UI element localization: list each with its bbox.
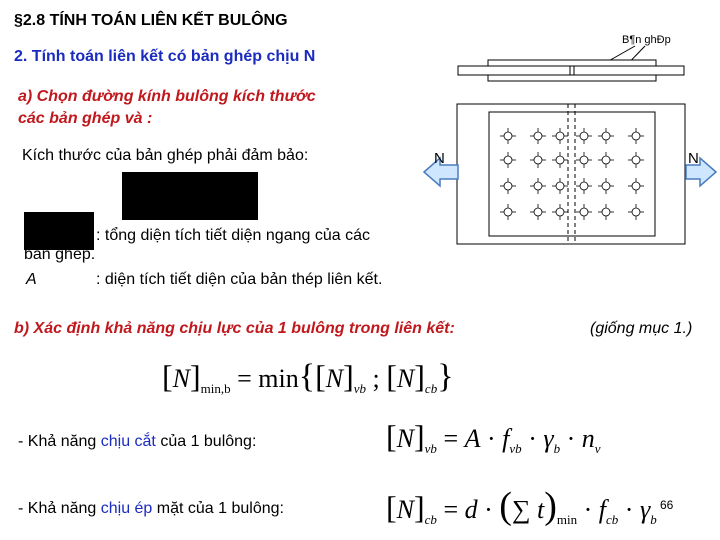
f1-sub: min,b	[200, 381, 231, 397]
area-symbol: A	[26, 271, 37, 288]
bracket-close-1: ]	[190, 358, 201, 394]
f3-dot3: ·	[624, 495, 634, 524]
f3-dot1: ·	[484, 495, 493, 524]
f2-gamma: γ	[543, 424, 554, 453]
f3-min: min	[556, 512, 578, 528]
page-number: 66	[660, 498, 674, 512]
section-b-heading: b) Xác định khả năng chịu lực của 1 bulông trong liên kết:	[14, 320, 455, 337]
f2-eq: =	[443, 424, 459, 453]
f2-N: N	[396, 424, 414, 453]
f3-d: d	[464, 495, 478, 524]
f3-dot2: ·	[583, 495, 593, 524]
f1-N3: N	[396, 364, 415, 393]
f1-N: N	[172, 364, 190, 393]
elevation-main-plate	[458, 66, 684, 75]
f1-N2: N	[325, 364, 344, 393]
f3-paren-open: (	[499, 485, 512, 527]
f3-f: f	[598, 495, 607, 524]
slide-title: §2.8 TÍNH TOÁN LIÊN KẾT BULÔNG	[14, 12, 288, 29]
total-area-desc-line2: bản ghép.	[24, 246, 96, 263]
f2-n: n	[581, 424, 595, 453]
f3-gsub: b	[650, 512, 657, 528]
force-label-left: N	[434, 150, 445, 167]
f2-fsub: vb	[509, 441, 522, 457]
brace-close: }	[437, 358, 454, 395]
f3-paren-close: )	[544, 485, 557, 527]
size-requirement-text: Kích thước của bản ghép phải đảm bảo:	[22, 147, 309, 164]
f3-cb: cb	[424, 512, 437, 528]
f3-bracket-close: ]	[414, 489, 425, 525]
formula-min	[162, 358, 454, 397]
bracket-close-2: ]	[343, 358, 354, 394]
f1-cb: cb	[424, 381, 438, 397]
f2-vb: vb	[424, 441, 437, 457]
force-label-right: N	[688, 150, 699, 167]
f1-sep: ;	[372, 364, 380, 393]
f3-N: N	[396, 495, 414, 524]
f3-eq: =	[443, 495, 459, 524]
bracket-open-3: [	[386, 358, 397, 394]
f2-f: f	[502, 424, 510, 453]
subtitle: 2. Tính toán liên kết có bản ghép chịu N	[14, 48, 316, 65]
bracket-open-2: [	[315, 358, 326, 394]
bracket-open-1: [	[162, 358, 173, 394]
section-a-line1: a) Chọn đường kính bulông kích thước	[18, 88, 316, 105]
f3-sum: ∑	[511, 495, 531, 524]
brace-open: {	[298, 358, 316, 395]
section-b-note: (giống mục 1.)	[590, 320, 693, 337]
bearing-suffix: mặt của 1 bulông:	[152, 500, 284, 517]
shear-capacity-label	[18, 433, 256, 451]
f2-bracket-open: [	[386, 418, 397, 454]
area-desc: : diện tích tiết diện của bản thép liên kết.	[96, 271, 383, 288]
f2-gsub: b	[553, 441, 561, 457]
f3-fsub: cb	[606, 512, 619, 528]
f1-vb: vb	[353, 381, 367, 397]
f2-A: A	[464, 424, 481, 453]
plan-inner-plate	[489, 112, 655, 236]
f1-eqmin: = min	[237, 364, 299, 393]
f3-t: t	[536, 495, 545, 524]
bearing-keyword: chịu ép	[100, 500, 153, 517]
f2-nsub: v	[594, 441, 601, 457]
bracket-close-3: ]	[414, 358, 425, 394]
shear-suffix: của 1 bulông:	[155, 433, 257, 450]
f3-bracket-open: [	[386, 489, 397, 525]
bearing-capacity-label	[18, 500, 284, 518]
section-a-line2: các bản ghép và :	[18, 110, 153, 127]
f2-dot1: ·	[487, 424, 496, 453]
f3-gamma: γ	[639, 495, 651, 524]
elevation-splice-bottom	[488, 75, 656, 81]
formula-bearing	[386, 484, 657, 528]
elevation-splice-top	[488, 60, 656, 66]
shear-keyword: chịu cắt	[100, 433, 156, 450]
plate-label: B¶n ghÐp	[622, 34, 671, 46]
bearing-prefix: - Khả năng	[18, 500, 101, 517]
formula-shear	[386, 418, 601, 457]
f2-bracket-close: ]	[414, 418, 425, 454]
f2-dot3: ·	[566, 424, 576, 453]
total-area-desc-line1: : tổng diện tích tiết diện ngang của các	[96, 227, 370, 244]
f2-dot2: ·	[528, 424, 537, 453]
shear-prefix: - Khả năng	[18, 433, 101, 450]
